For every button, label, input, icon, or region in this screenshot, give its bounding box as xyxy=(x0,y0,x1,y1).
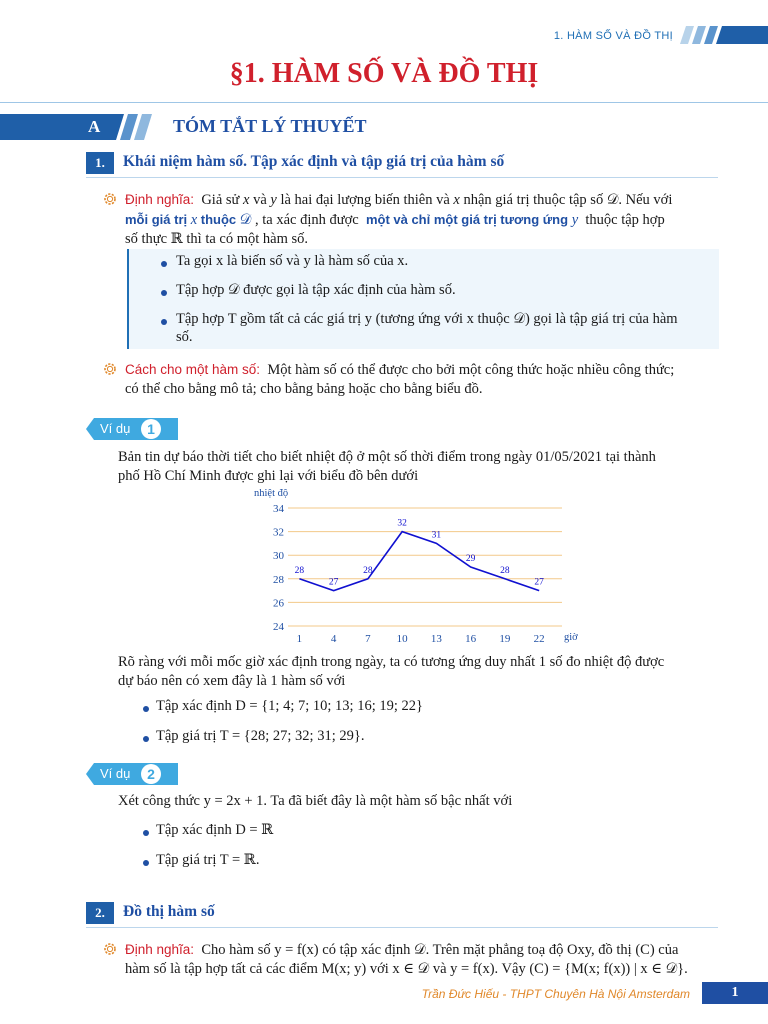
subsection-1-title: Khái niệm hàm số. Tập xác định và tập giá trị của hàm số xyxy=(123,153,505,170)
data-label: 28 xyxy=(294,565,305,576)
page-title: §1. HÀM SỐ VÀ ĐỒ THỊ xyxy=(229,58,539,89)
section-a-title: TÓM TẮT LÝ THUYẾT xyxy=(173,116,367,136)
bullet-dot xyxy=(143,830,149,836)
var-x: x xyxy=(243,192,250,208)
y-tick-label: 32 xyxy=(273,526,284,539)
note-item-continued: số. xyxy=(176,329,193,345)
gear-flower-icon xyxy=(103,362,117,376)
y-axis-label: nhiệt độ xyxy=(254,488,289,499)
domain-set: Tập xác định D = {1; 4; 7; 10; 13; 16; 19; 22} xyxy=(156,698,423,714)
gear-flower-icon xyxy=(103,192,117,206)
way-label: Cách cho một hàm số: xyxy=(125,362,261,377)
bullet-dot xyxy=(161,319,167,325)
section-a-letter: A xyxy=(88,117,101,136)
data-label: 27 xyxy=(534,577,544,588)
example-1-text xyxy=(118,448,718,486)
example-1-line: phố Hồ Chí Minh được ghi lại với biểu đồ bên dưới xyxy=(118,468,419,484)
data-label: 29 xyxy=(465,554,476,564)
note-item: Tập hợp T gồm tất cả các giá trị y (tương ứng với x thuộc 𝒟) gọi là tập giá trị của hàm xyxy=(176,311,678,327)
subsection-2-title: Đồ thị hàm số xyxy=(123,903,215,920)
subsection-1-number: 1. xyxy=(86,152,114,174)
range-set: Tập giá trị T = {28; 27; 32; 31; 29}. xyxy=(156,728,365,744)
note-item: Tập hợp 𝒟 được gọi là tập xác định của hàm số. xyxy=(176,282,456,298)
x-tick-label: 16 xyxy=(465,633,477,645)
definition-highlight: mỗi giá trị xyxy=(125,212,191,227)
var-y: y xyxy=(270,192,277,208)
data-label: 28 xyxy=(500,565,510,576)
set-d: 𝒟 xyxy=(239,212,252,228)
definition-highlight: một và chỉ một giá trị tương ứng xyxy=(365,212,572,227)
note-item: Ta gọi x là biến số và y là hàm số của x. xyxy=(176,253,409,269)
y-tick-label: 24 xyxy=(273,621,284,633)
definition-notes-box xyxy=(127,249,719,349)
x-tick-label: 22 xyxy=(533,633,545,645)
definition-text: là hai đại lượng biến thiên và xyxy=(276,192,454,208)
example-1-line: Bản tin dự báo thời tiết cho biết nhiệt độ ở một số thời điểm trong ngày 01/05/2021 tại thành xyxy=(118,449,656,465)
explanation-line: dự báo nên có xem đây là 1 hàm số với xyxy=(118,673,346,689)
bullet-dot xyxy=(143,736,149,742)
bullet-dot xyxy=(143,860,149,866)
header-section-label: 1. HÀM SỐ VÀ ĐỒ THỊ xyxy=(553,30,673,42)
var-y: y xyxy=(571,212,579,228)
data-label: 28 xyxy=(363,565,373,576)
bullet-dot xyxy=(161,261,167,267)
definition-text: , ta xác định được xyxy=(254,212,363,228)
x-tick-label: 19 xyxy=(499,633,511,645)
y-tick-label: 26 xyxy=(273,597,284,610)
subsection-1-rule xyxy=(86,177,718,178)
subsection-2-number: 2. xyxy=(86,902,114,924)
definition-text: thuộc tập hợp xyxy=(581,212,665,228)
gear-flower-icon xyxy=(103,942,117,956)
data-label: 27 xyxy=(328,577,339,588)
y-tick-label: 28 xyxy=(273,573,284,586)
x-tick-label: 13 xyxy=(430,633,442,645)
data-label: 32 xyxy=(397,518,407,529)
y-tick-label: 30 xyxy=(273,550,284,563)
example-1-number: 1 xyxy=(141,419,161,439)
example-2-label: Ví dụ xyxy=(100,766,131,781)
definition-highlight: thuộc xyxy=(197,212,240,227)
example-1-label: Ví dụ xyxy=(100,421,131,436)
data-label: 31 xyxy=(431,530,442,541)
y-tick-label: 34 xyxy=(273,503,284,515)
way-paragraph xyxy=(125,360,717,399)
bullet-dot xyxy=(143,706,149,712)
x-tick-label: 7 xyxy=(365,633,371,645)
footer-author: Trần Đức Hiếu - THPT Chuyên Hà Nội Amsterdam xyxy=(421,987,690,1001)
page-number: 1 xyxy=(702,982,768,1004)
x-tick-label: 10 xyxy=(396,633,408,645)
definition-paragraph xyxy=(125,190,717,249)
title-divider xyxy=(0,102,768,103)
bullet-dot xyxy=(161,290,167,296)
x-tick-label: 4 xyxy=(330,633,337,645)
temperature-line-chart xyxy=(240,484,580,646)
way-text: Một hàm số có thể được cho bởi một công thức hoặc nhiều công thức; xyxy=(267,362,675,378)
example-2-number: 2 xyxy=(141,764,161,784)
definition-label: Định nghĩa: xyxy=(125,192,195,207)
subsection-2-rule xyxy=(86,927,718,928)
example-2-text: Xét công thức y = 2x + 1. Ta đã biết đây là một hàm số bậc nhất với xyxy=(118,793,513,809)
header-stripes-decoration xyxy=(680,26,768,44)
x-axis-label: giờ xyxy=(564,632,578,643)
var-x: x xyxy=(190,212,198,228)
var-x: x xyxy=(453,192,460,208)
range-set: Tập giá trị T = ℝ. xyxy=(156,852,260,868)
graph-definition-label: Định nghĩa: xyxy=(125,942,195,957)
x-tick-label: 1 xyxy=(296,633,303,645)
graph-definition-paragraph xyxy=(125,940,721,979)
section-a-banner xyxy=(0,114,160,140)
way-text: có thể cho bằng mô tả; cho bằng bảng hoặc cho bằng biểu đồ. xyxy=(125,381,483,397)
explanation-line: Rõ ràng với mỗi mốc giờ xác định trong ngày, ta có tương ứng duy nhất 1 số đo nhiệt độ được xyxy=(118,654,665,670)
definition-text: và xyxy=(249,192,271,208)
domain-set: Tập xác định D = ℝ xyxy=(156,822,274,838)
graph-definition-text: Cho hàm số y = f(x) có tập xác định 𝒟. Trên mặt phẳng toạ độ Oxy, đồ thị (C) của xyxy=(201,942,679,958)
definition-text: Giả sử xyxy=(201,192,243,208)
definition-text: nhận giá trị thuộc tập số 𝒟. Nếu với xyxy=(459,192,673,208)
graph-definition-text: hàm số là tập hợp tất cả các điểm M(x; y) với x ∈ 𝒟 và y = f(x). Vậy (C) = {M(x; f(x)) | x ∈ 𝒟}. xyxy=(125,961,688,977)
example-1-explanation xyxy=(118,653,718,691)
definition-text: số thực ℝ thì ta có một hàm số. xyxy=(125,231,309,247)
